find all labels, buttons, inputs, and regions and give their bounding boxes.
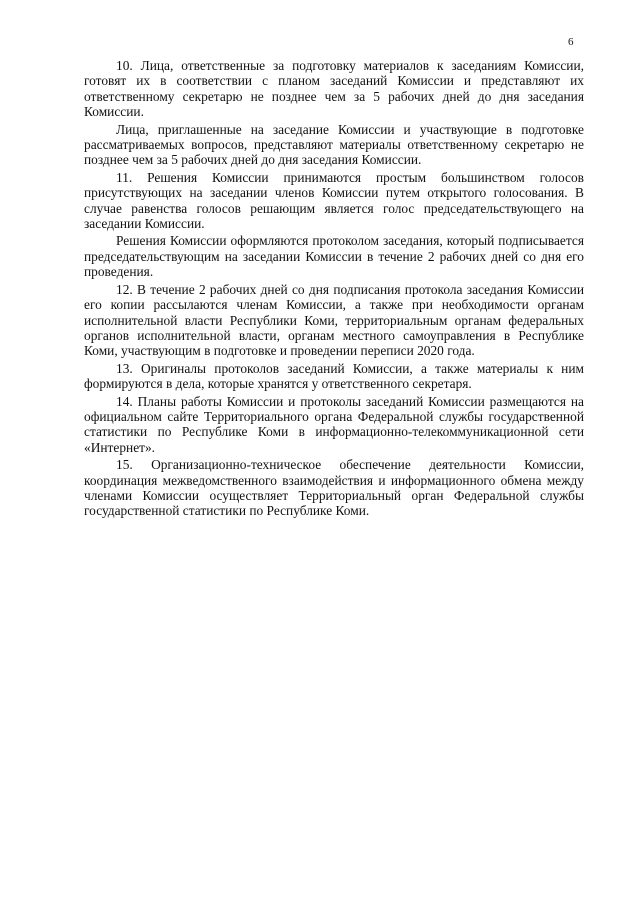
page-number: 6 [568, 36, 574, 48]
document-body [84, 58, 584, 521]
paragraph-15: 15. Организационно-техническое обеспечение деятельности Комиссии, координация межведомственного взаимодействия и информационного обмена между членами Комиссии осуществляет Территориальный орган Федеральной службы государственной статистики по Республике Коми. [84, 457, 584, 519]
paragraph-invited-persons: Лица, приглашенные на заседание Комиссии и участвующие в подготовке рассматриваемых вопросов, представляют материалы ответственному секретарю не позднее чем за 5 рабочих дней до дня заседания Комиссии. [84, 121, 584, 168]
paragraph-10: 10. Лица, ответственные за подготовку материалов к заседаниям Комиссии, готовят их в соответствии с планом заседаний Комиссии и представляют их ответственному секретарю не позднее чем за 5 рабочих дней до дня заседания Комиссии. [84, 58, 584, 120]
paragraph-decisions-protocol: Решения Комиссии оформляются протоколом заседания, который подписывается председательствующим на заседании Комиссии в течение 2 рабочих дней со дня его проведения. [84, 233, 584, 280]
paragraph-12: 12. В течение 2 рабочих дней со дня подписания протокола заседания Комиссии его копии рассылаются членам Комиссии, а также при необходимости органам исполнительной власти Республики Коми, территориальным органам федеральных органов исполнительной власти, органам местного самоуправления в Республике Коми, участвующим в подготовке и проведении переписи 2020 года. [84, 281, 584, 359]
paragraph-13: 13. Оригиналы протоколов заседаний Комиссии, а также материалы к ним формируются в дела, которые хранятся у ответственного секретаря. [84, 360, 584, 392]
paragraph-14: 14. Планы работы Комиссии и протоколы заседаний Комиссии размещаются на официальном сайте Территориального органа Федеральной службы государственной статистики по Республике Коми в информационно-телекоммуникационной сети «Интернет». [84, 393, 584, 455]
paragraph-11: 11. Решения Комиссии принимаются простым большинством голосов присутствующих на заседании членов Комиссии путем открытого голосования. В случае равенства голосов решающим является голос председательствующего на заседании Комиссии. [84, 169, 584, 232]
